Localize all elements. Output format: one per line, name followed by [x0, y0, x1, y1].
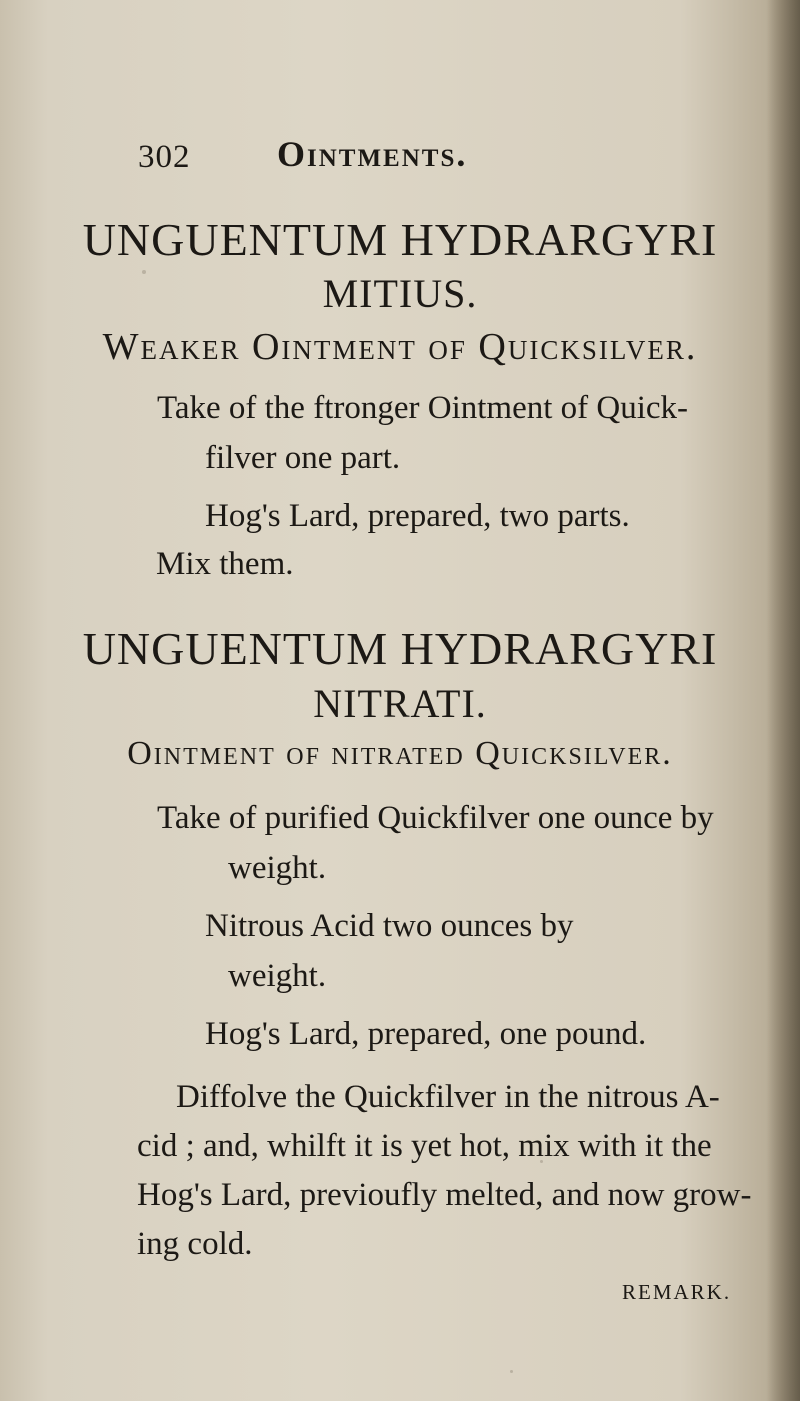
- section2-subtitle: Ointment of nitrated Quicksilver.: [127, 735, 673, 772]
- section2-title-line1: UNGUENTUM HYDRARGYRI: [82, 623, 718, 674]
- section2-line: Hog's Lard, prepared, one pound.: [205, 1016, 647, 1052]
- section1-subtitle: Weaker Ointment of Quicksilver.: [102, 326, 698, 368]
- section1-title-line2: MITIUS.: [322, 271, 478, 316]
- section1-line: Mix them.: [156, 546, 294, 582]
- section2-line: weight.: [228, 850, 327, 886]
- section2-line: Diffolve the Quickfilver in the nitrous A-: [176, 1079, 720, 1115]
- running-title: Ointments.: [277, 134, 468, 174]
- catchword: REMARK.: [622, 1280, 732, 1304]
- section1-line: Take of the ftronger Ointment of Quick-: [157, 390, 689, 426]
- section1-line: filver one part.: [205, 440, 401, 476]
- running-head: [0, 133, 800, 183]
- paper-speck: [510, 1370, 513, 1373]
- section1-title-line1: UNGUENTUM HYDRARGYRI: [82, 214, 718, 265]
- paper-speck: [540, 1160, 543, 1163]
- section2-line: ing cold.: [137, 1226, 253, 1262]
- section2-line: Nitrous Acid two ounces by: [205, 908, 574, 944]
- section2-line: Take of purified Quickfilver one ounce by: [157, 800, 714, 836]
- section1-line: Hog's Lard, prepared, two parts.: [205, 498, 630, 534]
- page-number: 302: [138, 139, 191, 175]
- section2-title-line2: NITRATI.: [313, 681, 487, 726]
- section2-line: Hog's Lard, previoufly melted, and now grow-: [137, 1177, 752, 1213]
- paper-speck: [142, 270, 146, 274]
- section2-line: weight.: [228, 958, 327, 994]
- section2-line: cid ; and, whilft it is yet hot, mix with it the: [137, 1128, 712, 1164]
